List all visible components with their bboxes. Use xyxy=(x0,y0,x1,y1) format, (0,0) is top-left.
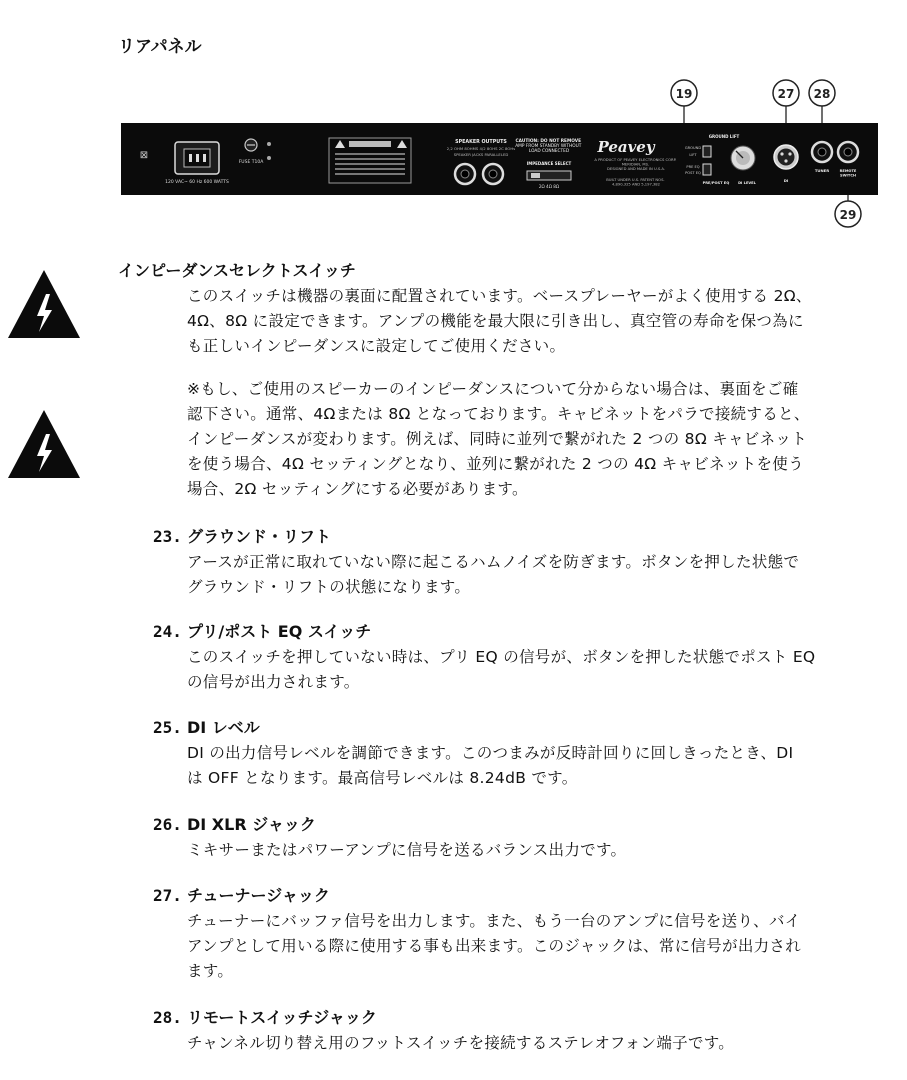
panel-body xyxy=(121,123,878,195)
remote-label: REMOTE SWITCH xyxy=(839,169,857,178)
electric-shock-warning-icon xyxy=(6,268,82,340)
impedance-paragraph-1 xyxy=(187,284,887,359)
impedance-paragraph-2 xyxy=(187,377,887,502)
lift-label: LIFT xyxy=(689,153,697,157)
text-line: は OFF となります。最高信号レベルは 8.24dB です。 xyxy=(187,769,578,787)
ground-lift-switch-icon xyxy=(703,146,711,157)
pre-eq-label: PRE EQ xyxy=(686,165,700,169)
fuse-label: FUSE T10A xyxy=(238,160,264,165)
text-line: 認下さい。通常、4Ωまたは 8Ω となっております。キャビネットをパラで接続すると、 xyxy=(187,405,810,423)
text-line: ※もし、ご使用のスピーカーのインピーダンスについて分からない場合は、裏面をご確 xyxy=(187,380,799,398)
callout-19 xyxy=(671,80,697,106)
text-line: インピーダンスが変わります。例えば、同時に並列で繋がれた 2 つの 8Ω キャビネット xyxy=(187,430,808,448)
impedance-values-label: 2Ω 4Ω 8Ω xyxy=(538,184,560,189)
item-28-remote-switch-jack xyxy=(153,1005,893,1056)
text-line: このスイッチを押していない時は、プリ EQ の信号が、ボタンを押した状態でポスト EQ xyxy=(187,648,816,666)
post-eq-label: POST EQ xyxy=(685,171,701,175)
tuner-label: TUNER xyxy=(814,168,830,173)
text-line: ミキサーまたはパワーアンプに信号を送るバランス出力です。 xyxy=(187,841,627,859)
impedance-select-label: IMPEDANCE SELECT xyxy=(526,161,572,166)
ac-input-label: 120 VAC~ 60 Hz 600 WATTS xyxy=(165,180,229,185)
item-25-di-level xyxy=(153,715,893,791)
callout-29-number: 29 xyxy=(839,208,857,222)
maker-label: A PRODUCT OF PEAVEY ELECTRONICS CORP. MERIDIAN, MS. DESIGNED AND MADE IN U.S.A. xyxy=(594,158,677,171)
speaker-jacks-note: SPEAKER JACKS PARALLELED xyxy=(453,152,509,157)
callout-28-number: 28 xyxy=(813,87,831,101)
item-title: グラウンド・リフト xyxy=(187,527,332,546)
text-line: チャンネル切り替え用のフットスイッチを接続するステレオフォン端子です。 xyxy=(187,1034,735,1052)
item-number: 23. xyxy=(153,527,182,546)
item-number: 28. xyxy=(153,1008,182,1027)
page-title: リアパネル xyxy=(118,37,202,57)
item-27-tuner-jack xyxy=(153,883,893,984)
item-title: DI XLR ジャック xyxy=(187,815,316,834)
brand-logo: Peavey xyxy=(597,138,655,156)
item-26-di-xlr xyxy=(153,812,893,863)
item-number: 25. xyxy=(153,718,182,737)
text-line: グラウンド・リフトの状態になります。 xyxy=(187,578,471,596)
text-line: DI の出力信号レベルを調節できます。このつまみが反時計回りに回しきったとき、DI xyxy=(187,744,794,762)
item-number: 24. xyxy=(153,622,182,641)
ground-lift-label: GROUND LIFT xyxy=(708,134,740,139)
text-line: も正しいインピーダンスに設定してご使用ください。 xyxy=(187,337,566,355)
item-title: リモートスイッチジャック xyxy=(187,1008,377,1027)
callout-19-number: 19 xyxy=(675,87,693,101)
electric-shock-warning-icon xyxy=(6,408,82,480)
rear-panel-diagram xyxy=(121,78,881,228)
caution-label: CAUTION: DO NOT REMOVE AMP FROM STANDBY WITHOUT LOAD CONNECTED xyxy=(515,139,582,154)
item-number: 27. xyxy=(153,886,182,905)
text-line: 場合、2Ω セッティングにする必要があります。 xyxy=(187,480,528,498)
text-line: ます。 xyxy=(187,962,234,980)
speaker-outputs-label: SPEAKER OUTPUTS xyxy=(455,140,507,145)
callout-28 xyxy=(809,80,835,106)
item-title: DI レベル xyxy=(187,718,260,737)
item-title: プリ/ポスト EQ スイッチ xyxy=(187,622,372,641)
item-23-ground-lift xyxy=(153,524,893,600)
callout-27-number: 27 xyxy=(777,87,795,101)
pre-post-eq-switch-icon xyxy=(703,164,711,175)
impedance-section-heading: インピーダンスセレクトスイッチ xyxy=(118,261,356,280)
text-line: の信号が出力されます。 xyxy=(187,673,360,691)
speaker-impedance-note: 2,2 OHM 8OHMS 4/2 8OHS 2C 8OHs xyxy=(446,146,516,151)
text-line: チューナーにバッファ信号を出力します。また、もう一台のアンプに信号を送り、バイ xyxy=(187,912,801,930)
di-level-label: DI LEVEL xyxy=(738,181,756,185)
pre-post-eq-label: PRE/POST EQ xyxy=(702,181,730,185)
patent-label: BUILT UNDER U.S. PATENT NOS. 4,890,325 AND 5,197,382 xyxy=(606,178,665,187)
text-line: アースが正常に取れていない際に起こるハムノイズを防ぎます。ボタンを押した状態で xyxy=(187,553,800,571)
item-number: 26. xyxy=(153,815,182,834)
text-line: を使う場合、4Ω セッティングとなり、並列に繋がれた 2 つの 4Ω キャビネットを使う xyxy=(187,455,804,473)
item-24-pre-post-eq xyxy=(153,619,893,695)
text-line: 4Ω、8Ω に設定できます。アンプの機能を最大限に引き出し、真空管の寿命を保つ為に xyxy=(187,312,804,330)
item-title: チューナージャック xyxy=(187,886,330,905)
text-line: アンプとして用いる際に使用する事も出来ます。このジャックは、常に信号が出力され xyxy=(187,937,802,955)
weee-bin-icon: ⊠ xyxy=(139,150,149,161)
callout-27 xyxy=(773,80,799,106)
callout-29 xyxy=(835,201,861,227)
text-line: このスイッチは機器の裏面に配置されています。ベースプレーヤーがよく使用する 2Ω、 xyxy=(187,287,812,305)
ground-label: GROUND xyxy=(684,146,702,150)
di-label: DI xyxy=(783,178,789,183)
